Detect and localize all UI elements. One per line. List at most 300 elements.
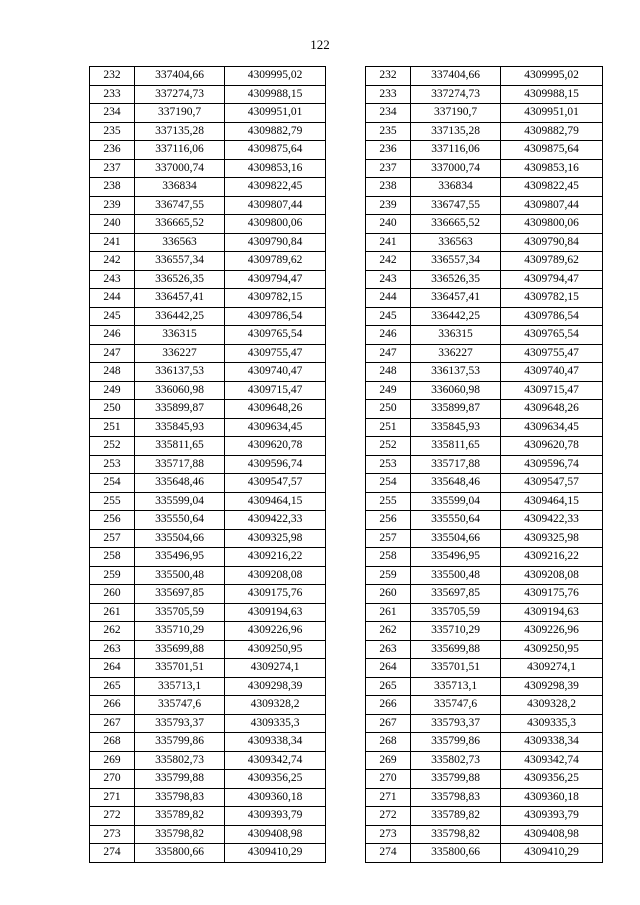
point-number-cell: 241 bbox=[366, 233, 411, 252]
table-row bbox=[90, 844, 326, 863]
x-coordinate-cell: 336563 bbox=[135, 233, 225, 252]
point-number-cell: 240 bbox=[366, 215, 411, 234]
table-row bbox=[366, 381, 603, 400]
y-coordinate-cell: 4309875,64 bbox=[501, 141, 603, 160]
y-coordinate-cell: 4309988,15 bbox=[501, 85, 603, 104]
point-number-cell: 234 bbox=[366, 104, 411, 123]
point-number-cell: 244 bbox=[366, 289, 411, 308]
x-coordinate-cell: 336747,55 bbox=[411, 196, 501, 215]
table-row bbox=[366, 418, 603, 437]
y-coordinate-cell: 4309410,29 bbox=[225, 844, 326, 863]
point-number-cell: 265 bbox=[90, 677, 135, 696]
point-number-cell: 272 bbox=[90, 807, 135, 826]
x-coordinate-cell: 337274,73 bbox=[135, 85, 225, 104]
table-row bbox=[366, 548, 603, 567]
table-row bbox=[90, 289, 326, 308]
table-row bbox=[366, 770, 603, 789]
x-coordinate-cell: 337190,7 bbox=[135, 104, 225, 123]
y-coordinate-cell: 4309807,44 bbox=[225, 196, 326, 215]
y-coordinate-cell: 4309634,45 bbox=[501, 418, 603, 437]
point-number-cell: 262 bbox=[90, 622, 135, 641]
y-coordinate-cell: 4309393,79 bbox=[225, 807, 326, 826]
point-number-cell: 235 bbox=[90, 122, 135, 141]
point-number-cell: 237 bbox=[366, 159, 411, 178]
point-number-cell: 258 bbox=[366, 548, 411, 567]
table-row bbox=[90, 196, 326, 215]
table-row bbox=[90, 714, 326, 733]
table-row bbox=[366, 807, 603, 826]
x-coordinate-cell: 335798,83 bbox=[411, 788, 501, 807]
y-coordinate-cell: 4309328,2 bbox=[501, 696, 603, 715]
point-number-cell: 252 bbox=[366, 437, 411, 456]
table-row bbox=[90, 381, 326, 400]
y-coordinate-cell: 4309342,74 bbox=[501, 751, 603, 770]
x-coordinate-cell: 335710,29 bbox=[411, 622, 501, 641]
table-row bbox=[90, 252, 326, 271]
x-coordinate-cell: 336665,52 bbox=[135, 215, 225, 234]
point-number-cell: 269 bbox=[90, 751, 135, 770]
y-coordinate-cell: 4309547,57 bbox=[501, 474, 603, 493]
x-coordinate-cell: 335701,51 bbox=[411, 659, 501, 678]
x-coordinate-cell: 336526,35 bbox=[411, 270, 501, 289]
table-row bbox=[90, 751, 326, 770]
table-row bbox=[366, 233, 603, 252]
x-coordinate-cell: 335500,48 bbox=[135, 566, 225, 585]
x-coordinate-cell: 336834 bbox=[411, 178, 501, 197]
y-coordinate-cell: 4309596,74 bbox=[225, 455, 326, 474]
y-coordinate-cell: 4309408,98 bbox=[225, 825, 326, 844]
y-coordinate-cell: 4309298,39 bbox=[501, 677, 603, 696]
point-number-cell: 250 bbox=[90, 400, 135, 419]
y-coordinate-cell: 4309328,2 bbox=[225, 696, 326, 715]
y-coordinate-cell: 4309951,01 bbox=[501, 104, 603, 123]
x-coordinate-cell: 337274,73 bbox=[411, 85, 501, 104]
point-number-cell: 274 bbox=[366, 844, 411, 863]
point-number-cell: 253 bbox=[366, 455, 411, 474]
x-coordinate-cell: 337135,28 bbox=[135, 122, 225, 141]
x-coordinate-cell: 336227 bbox=[411, 344, 501, 363]
table-row bbox=[90, 67, 326, 86]
table-row bbox=[366, 307, 603, 326]
point-number-cell: 246 bbox=[90, 326, 135, 345]
y-coordinate-cell: 4309208,08 bbox=[225, 566, 326, 585]
table-row bbox=[366, 326, 603, 345]
point-number-cell: 243 bbox=[366, 270, 411, 289]
point-number-cell: 236 bbox=[366, 141, 411, 160]
x-coordinate-cell: 335705,59 bbox=[411, 603, 501, 622]
x-coordinate-cell: 337000,74 bbox=[411, 159, 501, 178]
x-coordinate-cell: 336557,34 bbox=[135, 252, 225, 271]
point-number-cell: 257 bbox=[90, 529, 135, 548]
point-number-cell: 245 bbox=[366, 307, 411, 326]
point-number-cell: 240 bbox=[90, 215, 135, 234]
table-row bbox=[366, 844, 603, 863]
y-coordinate-cell: 4309547,57 bbox=[225, 474, 326, 493]
point-number-cell: 259 bbox=[366, 566, 411, 585]
y-coordinate-cell: 4309226,96 bbox=[225, 622, 326, 641]
y-coordinate-cell: 4309786,54 bbox=[225, 307, 326, 326]
point-number-cell: 239 bbox=[90, 196, 135, 215]
y-coordinate-cell: 4309596,74 bbox=[501, 455, 603, 474]
table-row bbox=[90, 585, 326, 604]
table-row bbox=[90, 548, 326, 567]
x-coordinate-cell: 335701,51 bbox=[135, 659, 225, 678]
table-row bbox=[90, 159, 326, 178]
table-row bbox=[90, 270, 326, 289]
table-row bbox=[90, 566, 326, 585]
table-row bbox=[90, 418, 326, 437]
y-coordinate-cell: 4309194,63 bbox=[501, 603, 603, 622]
table-row bbox=[366, 714, 603, 733]
x-coordinate-cell: 337116,06 bbox=[411, 141, 501, 160]
y-coordinate-cell: 4309175,76 bbox=[501, 585, 603, 604]
x-coordinate-cell: 335802,73 bbox=[135, 751, 225, 770]
y-coordinate-cell: 4309464,15 bbox=[225, 492, 326, 511]
x-coordinate-cell: 335800,66 bbox=[411, 844, 501, 863]
x-coordinate-cell: 335717,88 bbox=[135, 455, 225, 474]
x-coordinate-cell: 335550,64 bbox=[411, 511, 501, 530]
y-coordinate-cell: 4309789,62 bbox=[501, 252, 603, 271]
point-number-cell: 249 bbox=[90, 381, 135, 400]
y-coordinate-cell: 4309875,64 bbox=[225, 141, 326, 160]
y-coordinate-cell: 4309789,62 bbox=[225, 252, 326, 271]
table-row bbox=[90, 437, 326, 456]
x-coordinate-cell: 337116,06 bbox=[135, 141, 225, 160]
y-coordinate-cell: 4309325,98 bbox=[225, 529, 326, 548]
x-coordinate-cell: 335799,88 bbox=[135, 770, 225, 789]
x-coordinate-cell: 335697,85 bbox=[411, 585, 501, 604]
table-row bbox=[366, 751, 603, 770]
point-number-cell: 270 bbox=[366, 770, 411, 789]
x-coordinate-cell: 335799,86 bbox=[135, 733, 225, 752]
y-coordinate-cell: 4309988,15 bbox=[225, 85, 326, 104]
x-coordinate-cell: 336060,98 bbox=[135, 381, 225, 400]
y-coordinate-cell: 4309620,78 bbox=[501, 437, 603, 456]
point-number-cell: 257 bbox=[366, 529, 411, 548]
y-coordinate-cell: 4309250,95 bbox=[501, 640, 603, 659]
table-row bbox=[366, 733, 603, 752]
x-coordinate-cell: 337190,7 bbox=[411, 104, 501, 123]
point-number-cell: 267 bbox=[90, 714, 135, 733]
x-coordinate-cell: 336563 bbox=[411, 233, 501, 252]
x-coordinate-cell: 335496,95 bbox=[411, 548, 501, 567]
table-row bbox=[90, 603, 326, 622]
point-number-cell: 256 bbox=[366, 511, 411, 530]
y-coordinate-cell: 4309715,47 bbox=[501, 381, 603, 400]
point-number-cell: 270 bbox=[90, 770, 135, 789]
point-number-cell: 267 bbox=[366, 714, 411, 733]
table-row bbox=[90, 307, 326, 326]
point-number-cell: 266 bbox=[366, 696, 411, 715]
table-row bbox=[366, 437, 603, 456]
table-row bbox=[90, 215, 326, 234]
y-coordinate-cell: 4309800,06 bbox=[501, 215, 603, 234]
point-number-cell: 266 bbox=[90, 696, 135, 715]
y-coordinate-cell: 4309360,18 bbox=[225, 788, 326, 807]
point-number-cell: 260 bbox=[90, 585, 135, 604]
y-coordinate-cell: 4309807,44 bbox=[501, 196, 603, 215]
y-coordinate-cell: 4309325,98 bbox=[501, 529, 603, 548]
table-row bbox=[90, 122, 326, 141]
table-row bbox=[366, 788, 603, 807]
x-coordinate-cell: 335550,64 bbox=[135, 511, 225, 530]
x-coordinate-cell: 335845,93 bbox=[411, 418, 501, 437]
table-row bbox=[366, 659, 603, 678]
x-coordinate-cell: 336137,53 bbox=[411, 363, 501, 382]
y-coordinate-cell: 4309634,45 bbox=[225, 418, 326, 437]
table-row bbox=[366, 585, 603, 604]
table-row bbox=[366, 400, 603, 419]
coordinates-table-right bbox=[365, 66, 603, 863]
table-row bbox=[90, 363, 326, 382]
x-coordinate-cell: 336665,52 bbox=[411, 215, 501, 234]
point-number-cell: 254 bbox=[90, 474, 135, 493]
y-coordinate-cell: 4309338,34 bbox=[501, 733, 603, 752]
y-coordinate-cell: 4309360,18 bbox=[501, 788, 603, 807]
table-row bbox=[366, 640, 603, 659]
table-row bbox=[90, 659, 326, 678]
table-row bbox=[366, 566, 603, 585]
table-row bbox=[366, 455, 603, 474]
table-row bbox=[366, 622, 603, 641]
point-number-cell: 268 bbox=[90, 733, 135, 752]
x-coordinate-cell: 336442,25 bbox=[411, 307, 501, 326]
y-coordinate-cell: 4309951,01 bbox=[225, 104, 326, 123]
table-row bbox=[90, 788, 326, 807]
x-coordinate-cell: 336060,98 bbox=[411, 381, 501, 400]
x-coordinate-cell: 336557,34 bbox=[411, 252, 501, 271]
table-row bbox=[366, 67, 603, 86]
table-row bbox=[90, 511, 326, 530]
y-coordinate-cell: 4309216,22 bbox=[225, 548, 326, 567]
point-number-cell: 253 bbox=[90, 455, 135, 474]
table-row bbox=[366, 492, 603, 511]
x-coordinate-cell: 335799,88 bbox=[411, 770, 501, 789]
point-number-cell: 247 bbox=[90, 344, 135, 363]
y-coordinate-cell: 4309755,47 bbox=[225, 344, 326, 363]
x-coordinate-cell: 335648,46 bbox=[135, 474, 225, 493]
table-row bbox=[366, 141, 603, 160]
point-number-cell: 232 bbox=[366, 67, 411, 86]
table-row bbox=[366, 178, 603, 197]
table-row bbox=[90, 104, 326, 123]
x-coordinate-cell: 335599,04 bbox=[135, 492, 225, 511]
x-coordinate-cell: 335710,29 bbox=[135, 622, 225, 641]
y-coordinate-cell: 4309765,54 bbox=[225, 326, 326, 345]
point-number-cell: 250 bbox=[366, 400, 411, 419]
y-coordinate-cell: 4309422,33 bbox=[225, 511, 326, 530]
x-coordinate-cell: 336227 bbox=[135, 344, 225, 363]
point-number-cell: 238 bbox=[366, 178, 411, 197]
point-number-cell: 248 bbox=[90, 363, 135, 382]
point-number-cell: 251 bbox=[90, 418, 135, 437]
x-coordinate-cell: 335798,82 bbox=[411, 825, 501, 844]
x-coordinate-cell: 335747,6 bbox=[411, 696, 501, 715]
x-coordinate-cell: 337404,66 bbox=[411, 67, 501, 86]
point-number-cell: 271 bbox=[366, 788, 411, 807]
point-number-cell: 247 bbox=[366, 344, 411, 363]
y-coordinate-cell: 4309422,33 bbox=[501, 511, 603, 530]
point-number-cell: 236 bbox=[90, 141, 135, 160]
table-row bbox=[366, 122, 603, 141]
table-row bbox=[366, 696, 603, 715]
y-coordinate-cell: 4309794,47 bbox=[225, 270, 326, 289]
table-row bbox=[366, 196, 603, 215]
table-row bbox=[90, 344, 326, 363]
table-row bbox=[90, 677, 326, 696]
y-coordinate-cell: 4309216,22 bbox=[501, 548, 603, 567]
coordinates-table-left bbox=[89, 66, 326, 863]
table-row bbox=[90, 825, 326, 844]
y-coordinate-cell: 4309464,15 bbox=[501, 492, 603, 511]
table-row bbox=[90, 178, 326, 197]
x-coordinate-cell: 335899,87 bbox=[135, 400, 225, 419]
table-row bbox=[90, 474, 326, 493]
x-coordinate-cell: 335789,82 bbox=[411, 807, 501, 826]
point-number-cell: 273 bbox=[366, 825, 411, 844]
y-coordinate-cell: 4309648,26 bbox=[501, 400, 603, 419]
point-number-cell: 268 bbox=[366, 733, 411, 752]
table-row bbox=[366, 85, 603, 104]
y-coordinate-cell: 4309822,45 bbox=[501, 178, 603, 197]
point-number-cell: 244 bbox=[90, 289, 135, 308]
x-coordinate-cell: 337404,66 bbox=[135, 67, 225, 86]
table-row bbox=[90, 141, 326, 160]
y-coordinate-cell: 4309740,47 bbox=[501, 363, 603, 382]
x-coordinate-cell: 336747,55 bbox=[135, 196, 225, 215]
x-coordinate-cell: 336457,41 bbox=[135, 289, 225, 308]
x-coordinate-cell: 335717,88 bbox=[411, 455, 501, 474]
point-number-cell: 233 bbox=[366, 85, 411, 104]
x-coordinate-cell: 335504,66 bbox=[411, 529, 501, 548]
y-coordinate-cell: 4309335,3 bbox=[225, 714, 326, 733]
point-number-cell: 246 bbox=[366, 326, 411, 345]
x-coordinate-cell: 335713,1 bbox=[135, 677, 225, 696]
point-number-cell: 263 bbox=[366, 640, 411, 659]
y-coordinate-cell: 4309740,47 bbox=[225, 363, 326, 382]
y-coordinate-cell: 4309882,79 bbox=[501, 122, 603, 141]
x-coordinate-cell: 335699,88 bbox=[135, 640, 225, 659]
table-row bbox=[90, 529, 326, 548]
x-coordinate-cell: 335599,04 bbox=[411, 492, 501, 511]
y-coordinate-cell: 4309786,54 bbox=[501, 307, 603, 326]
point-number-cell: 238 bbox=[90, 178, 135, 197]
table-row bbox=[90, 640, 326, 659]
y-coordinate-cell: 4309853,16 bbox=[225, 159, 326, 178]
point-number-cell: 252 bbox=[90, 437, 135, 456]
y-coordinate-cell: 4309882,79 bbox=[225, 122, 326, 141]
table-row bbox=[90, 326, 326, 345]
y-coordinate-cell: 4309393,79 bbox=[501, 807, 603, 826]
table-row bbox=[366, 677, 603, 696]
point-number-cell: 261 bbox=[90, 603, 135, 622]
point-number-cell: 258 bbox=[90, 548, 135, 567]
y-coordinate-cell: 4309410,29 bbox=[501, 844, 603, 863]
y-coordinate-cell: 4309342,74 bbox=[225, 751, 326, 770]
table-row bbox=[366, 215, 603, 234]
x-coordinate-cell: 336834 bbox=[135, 178, 225, 197]
table-row bbox=[90, 622, 326, 641]
x-coordinate-cell: 337135,28 bbox=[411, 122, 501, 141]
table-row bbox=[90, 770, 326, 789]
page-number: 122 bbox=[310, 37, 330, 52]
x-coordinate-cell: 335793,37 bbox=[135, 714, 225, 733]
y-coordinate-cell: 4309755,47 bbox=[501, 344, 603, 363]
x-coordinate-cell: 335811,65 bbox=[411, 437, 501, 456]
table-row bbox=[366, 289, 603, 308]
y-coordinate-cell: 4309194,63 bbox=[225, 603, 326, 622]
x-coordinate-cell: 335789,82 bbox=[135, 807, 225, 826]
point-number-cell: 242 bbox=[366, 252, 411, 271]
table-row bbox=[90, 696, 326, 715]
point-number-cell: 264 bbox=[90, 659, 135, 678]
point-number-cell: 242 bbox=[90, 252, 135, 271]
table-row bbox=[366, 344, 603, 363]
point-number-cell: 249 bbox=[366, 381, 411, 400]
x-coordinate-cell: 335504,66 bbox=[135, 529, 225, 548]
point-number-cell: 263 bbox=[90, 640, 135, 659]
x-coordinate-cell: 336457,41 bbox=[411, 289, 501, 308]
point-number-cell: 243 bbox=[90, 270, 135, 289]
table-row bbox=[366, 159, 603, 178]
point-number-cell: 273 bbox=[90, 825, 135, 844]
table-row bbox=[366, 603, 603, 622]
point-number-cell: 272 bbox=[366, 807, 411, 826]
x-coordinate-cell: 335697,85 bbox=[135, 585, 225, 604]
point-number-cell: 262 bbox=[366, 622, 411, 641]
table-row bbox=[366, 104, 603, 123]
y-coordinate-cell: 4309250,95 bbox=[225, 640, 326, 659]
y-coordinate-cell: 4309800,06 bbox=[225, 215, 326, 234]
x-coordinate-cell: 337000,74 bbox=[135, 159, 225, 178]
point-number-cell: 255 bbox=[90, 492, 135, 511]
point-number-cell: 274 bbox=[90, 844, 135, 863]
y-coordinate-cell: 4309853,16 bbox=[501, 159, 603, 178]
table-row bbox=[366, 363, 603, 382]
point-number-cell: 271 bbox=[90, 788, 135, 807]
point-number-cell: 260 bbox=[366, 585, 411, 604]
y-coordinate-cell: 4309298,39 bbox=[225, 677, 326, 696]
x-coordinate-cell: 336315 bbox=[135, 326, 225, 345]
x-coordinate-cell: 335798,82 bbox=[135, 825, 225, 844]
y-coordinate-cell: 4309620,78 bbox=[225, 437, 326, 456]
y-coordinate-cell: 4309356,25 bbox=[225, 770, 326, 789]
y-coordinate-cell: 4309274,1 bbox=[225, 659, 326, 678]
point-number-cell: 248 bbox=[366, 363, 411, 382]
table-row bbox=[366, 511, 603, 530]
point-number-cell: 261 bbox=[366, 603, 411, 622]
x-coordinate-cell: 336137,53 bbox=[135, 363, 225, 382]
point-number-cell: 259 bbox=[90, 566, 135, 585]
y-coordinate-cell: 4309335,3 bbox=[501, 714, 603, 733]
y-coordinate-cell: 4309648,26 bbox=[225, 400, 326, 419]
point-number-cell: 233 bbox=[90, 85, 135, 104]
point-number-cell: 237 bbox=[90, 159, 135, 178]
x-coordinate-cell: 335705,59 bbox=[135, 603, 225, 622]
x-coordinate-cell: 335496,95 bbox=[135, 548, 225, 567]
y-coordinate-cell: 4309338,34 bbox=[225, 733, 326, 752]
point-number-cell: 269 bbox=[366, 751, 411, 770]
point-number-cell: 264 bbox=[366, 659, 411, 678]
point-number-cell: 234 bbox=[90, 104, 135, 123]
y-coordinate-cell: 4309782,15 bbox=[501, 289, 603, 308]
y-coordinate-cell: 4309995,02 bbox=[225, 67, 326, 86]
x-coordinate-cell: 335713,1 bbox=[411, 677, 501, 696]
table-row bbox=[90, 807, 326, 826]
point-number-cell: 241 bbox=[90, 233, 135, 252]
y-coordinate-cell: 4309356,25 bbox=[501, 770, 603, 789]
y-coordinate-cell: 4309790,84 bbox=[225, 233, 326, 252]
